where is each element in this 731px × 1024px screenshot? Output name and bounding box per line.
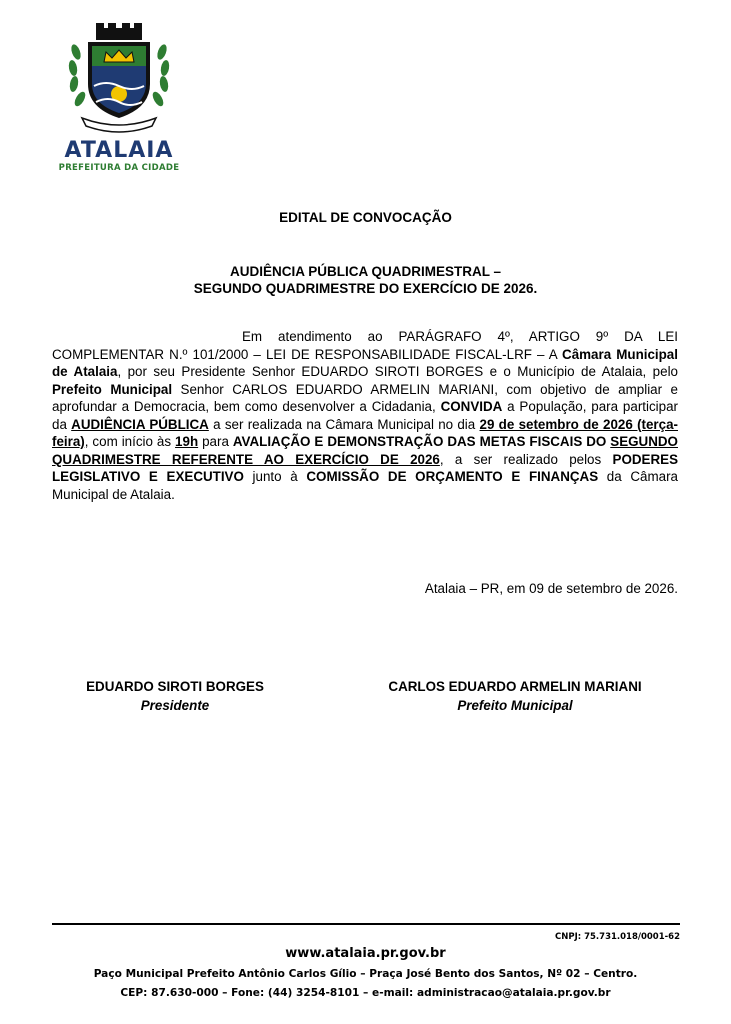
- body-text-p10: da Câmara Municipal de Atalaia.: [52, 469, 678, 502]
- body-text-p1: Em atendimento ao PARÁGRAFO 4º, ARTIGO 9º DA LEI COMPLEMENTAR N.º 101/2000 – LEI DE RESPONSABILIDADE FISCAL-LRF – A: [52, 329, 678, 362]
- document-title: EDITAL DE CONVOCAÇÃO: [279, 210, 452, 225]
- body-text-p2: , por seu Presidente Senhor EDUARDO SIROTI BORGES e o Município de Atalaia, pelo: [117, 364, 678, 379]
- body-text-bu3: 19h: [175, 434, 199, 449]
- body-text-p6: , com início às: [84, 434, 176, 449]
- body-text-b5: PODERES LEGISLATIVO E EXECUTIVO: [52, 451, 678, 484]
- brand-name: ATALAIA: [64, 138, 174, 163]
- body-text-b6: COMISSÃO DE ORÇAMENTO E FINANÇAS: [306, 469, 599, 484]
- footer-website: www.atalaia.pr.gov.br: [285, 946, 446, 961]
- body-text-p8: , a ser realizado pelos: [439, 451, 613, 467]
- body-text-b3: CONVIDA: [440, 399, 503, 414]
- signature-name: EDUARDO SIROTI BORGES: [86, 679, 264, 694]
- body-text-bu4: SEGUNDO QUADRIMESTRE REFERENTE AO EXERCÍCIO DE 2026: [52, 434, 678, 467]
- footer-cnpj: CNPJ: 75.731.018/0001-62: [555, 932, 680, 942]
- body-text-p3: Senhor CARLOS EDUARDO ARMELIN MARIANI, com objetivo de ampliar e aprofundar a Democracia, bem como desenvolver a Cidadania,: [52, 381, 678, 414]
- body-text-bu2: 29 de setembro de 2026 (terça-feira): [52, 416, 678, 449]
- signature-mayor: [365, 677, 665, 715]
- signature-president: [50, 677, 300, 715]
- body-text-b4: AVALIAÇÃO E DEMONSTRAÇÃO DAS METAS FISCAIS DO: [232, 434, 611, 449]
- body-text-b2: Prefeito Municipal: [52, 381, 173, 397]
- municipal-coat-of-arms-icon: [64, 22, 174, 134]
- body-paragraph: [52, 328, 678, 503]
- body-text-p5: a ser realizada na Câmara Municipal no dia: [208, 416, 480, 432]
- body-text-b1: Câmara Municipal de Atalaia: [52, 346, 678, 379]
- document-subtitle-line2: SEGUNDO QUADRIMESTRE DO EXERCÍCIO DE 2026.: [193, 281, 538, 296]
- date-line: Atalaia – PR, em 09 de setembro de 2026.: [424, 581, 678, 596]
- signature-role: Prefeito Municipal: [457, 698, 573, 713]
- body-text-p4: a População, para participar da: [52, 399, 678, 432]
- body-text-p9: junto à: [243, 469, 307, 484]
- footer-divider: [52, 923, 680, 925]
- footer-contact: CEP: 87.630-000 – Fone: (44) 3254-8101 – e-mail: administracao@atalaia.pr.gov.br: [120, 987, 611, 999]
- footer-address: Paço Municipal Prefeito Antônio Carlos Gílio – Praça José Bento dos Santos, Nº 02 – Centro.: [93, 968, 638, 980]
- signature-name: CARLOS EDUARDO ARMELIN MARIANI: [388, 679, 642, 694]
- signature-role: Presidente: [140, 698, 210, 713]
- document-subtitle-line1: AUDIÊNCIA PÚBLICA QUADRIMESTRAL –: [229, 264, 501, 279]
- brand-subtitle: PREFEITURA DA CIDADE: [58, 163, 180, 173]
- body-text-p7: para: [198, 434, 233, 449]
- body-text-bu1: AUDIÊNCIA PÚBLICA: [71, 416, 209, 432]
